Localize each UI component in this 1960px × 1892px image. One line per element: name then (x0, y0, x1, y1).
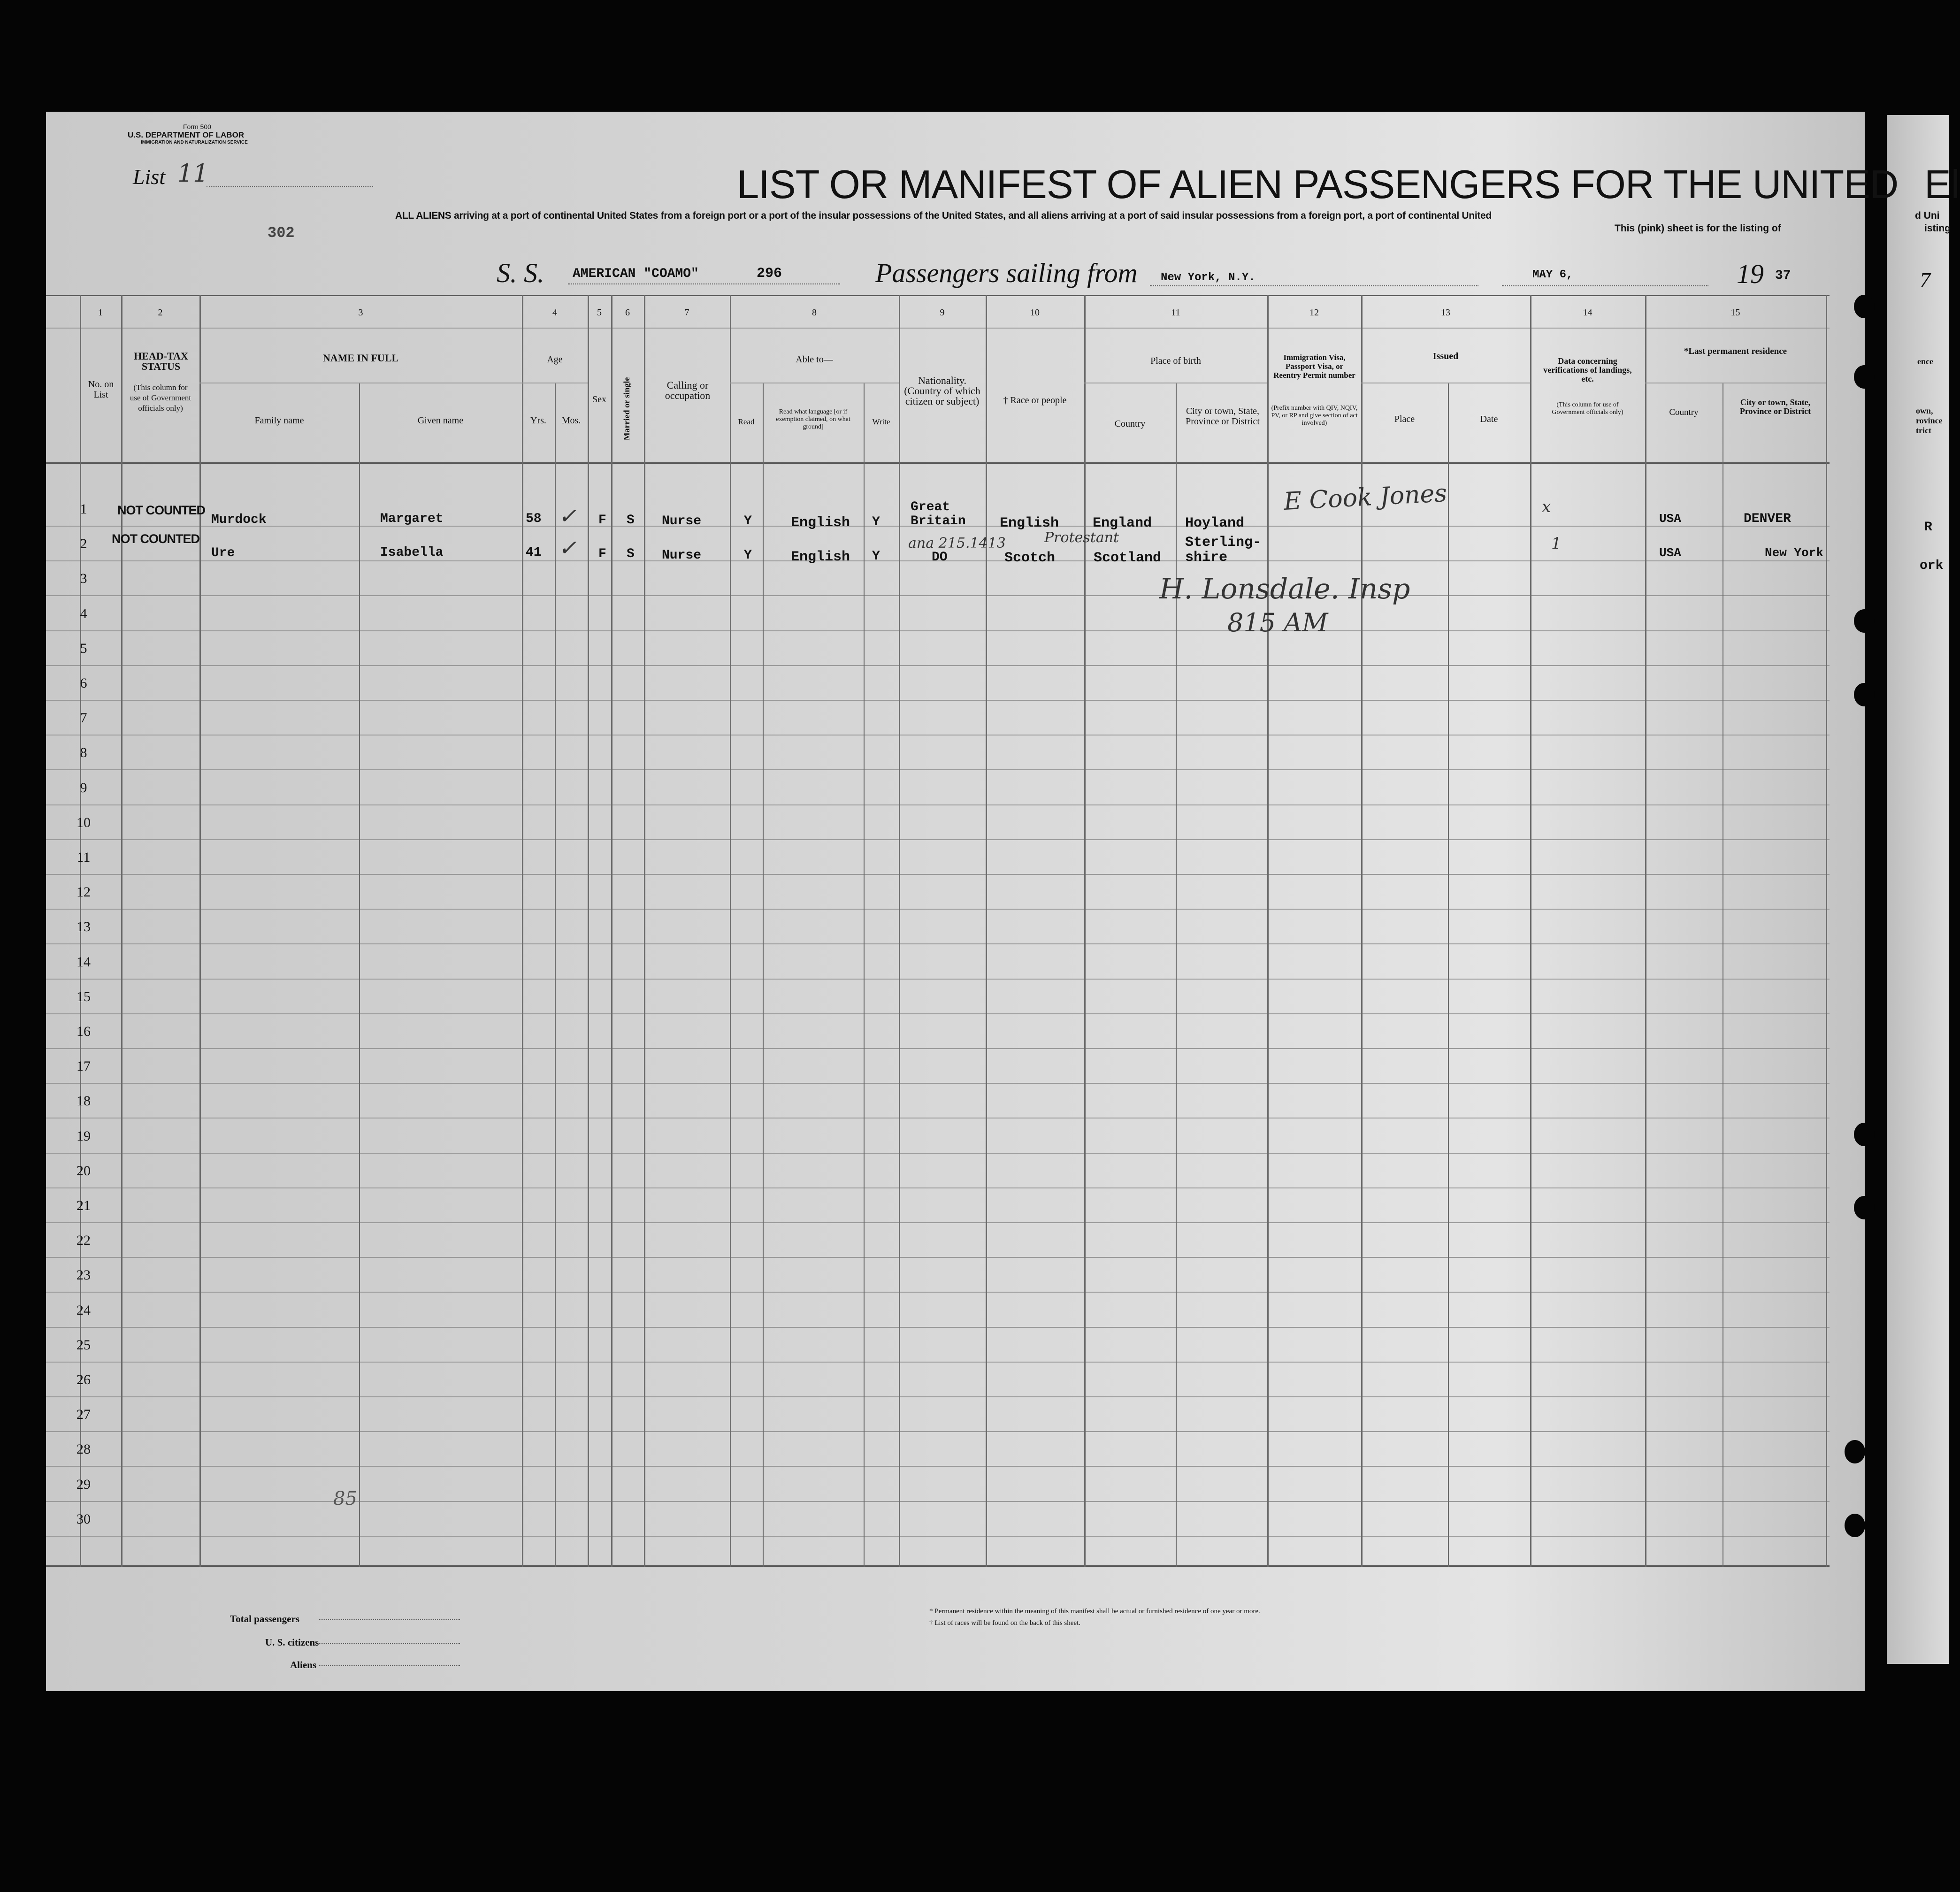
age-years: 58 (526, 512, 542, 526)
verification-mark: x (1542, 498, 1551, 516)
colnum-7: 7 (684, 307, 689, 318)
col-divider (1826, 295, 1827, 1567)
col-divider (1267, 295, 1269, 1567)
col-divider (611, 295, 612, 1567)
given-name: Isabella (380, 545, 444, 560)
can-read: Y (744, 548, 752, 563)
row-line (46, 769, 1830, 770)
row-number: 25 (77, 1337, 91, 1353)
year-suffix: 37 (1775, 268, 1791, 283)
ship-name: AMERICAN "COAMO" (573, 267, 699, 281)
next-page-fragment: ork (1920, 559, 1944, 573)
row-number: 22 (77, 1233, 91, 1249)
row-number: 2 (80, 536, 87, 552)
year-prefix: 19 (1737, 259, 1764, 289)
sex: F (598, 513, 606, 528)
row-number: 18 (77, 1093, 91, 1109)
next-page-fragment: d Uni (1915, 210, 1940, 221)
row-number: 23 (77, 1267, 91, 1283)
residence-city: DENVER (1744, 512, 1791, 526)
col-divider (522, 295, 523, 1567)
col-divider (644, 295, 645, 1567)
header-yrs: Yrs. (530, 415, 546, 426)
birth-country: Scotland (1094, 550, 1162, 566)
row-line (46, 943, 1830, 944)
row-line (46, 665, 1830, 666)
header-nationality: Nationality. (Country of which citizen or subject) (904, 375, 980, 407)
row-line (46, 804, 1830, 805)
row-line (46, 1013, 1830, 1014)
can-write: Y (872, 515, 880, 529)
age-years: 41 (526, 545, 542, 560)
row-number: 6 (80, 675, 87, 691)
row-line (46, 1501, 1830, 1502)
sailing-port: New York, N.Y. (1161, 271, 1256, 284)
next-page-title-fragment: El (1924, 162, 1960, 207)
colnum-3: 3 (358, 307, 363, 318)
header-res-city: City or town, State, Province or District (1739, 398, 1811, 416)
table-bottom-rule (46, 1565, 1830, 1567)
can-read: Y (744, 514, 752, 529)
manifest-sheet (46, 112, 1865, 1691)
handwritten-visa-signature: E Cook Jones (1283, 479, 1448, 516)
row-line (46, 1396, 1830, 1397)
occupation: Nurse (662, 548, 702, 563)
row-number: 30 (77, 1511, 91, 1527)
header-write: Write (872, 417, 890, 426)
punch-hole (1854, 295, 1875, 318)
row-number: 13 (77, 919, 91, 935)
punch-hole (1854, 365, 1875, 389)
row-line (46, 979, 1830, 980)
header-visa: Immigration Visa, Passport Visa, or Reentry Permit number (1273, 353, 1355, 380)
header-sex: Sex (592, 394, 606, 405)
marital-status: S (627, 547, 635, 561)
header-bottom-rule (46, 462, 1830, 464)
row-line (46, 1466, 1830, 1467)
row-number: 7 (80, 710, 87, 726)
header-family-name: Family name (254, 415, 304, 426)
header-calling: Calling or occupation (665, 379, 711, 401)
language: English (791, 549, 850, 565)
row-number: 27 (77, 1407, 91, 1423)
age-months-check: ✓ (559, 503, 577, 529)
punch-hole (1854, 1196, 1875, 1219)
birth-country: England (1093, 515, 1152, 531)
birth-city: Sterling-shire (1185, 535, 1262, 566)
residence-city: New York (1765, 546, 1823, 560)
row-line (46, 839, 1830, 840)
row-number: 24 (77, 1302, 91, 1318)
footnote-residence: * Permanent residence within the meaning of this manifest shall be actual or furnished residence of one year or more. (929, 1608, 1260, 1615)
handwritten-race-note: Protestant (1044, 529, 1119, 546)
row-number: 8 (80, 745, 87, 761)
ship-dotted-line (568, 283, 840, 284)
punch-hole (1854, 1123, 1875, 1146)
col-divider (730, 295, 731, 1567)
header-mos: Mos. (561, 415, 581, 426)
row-number: 21 (77, 1198, 91, 1213)
colnum-14: 14 (1583, 307, 1592, 318)
race: English (1000, 515, 1059, 531)
header-read-what: Read what language [or if exemption claimed, on what ground] (776, 408, 850, 430)
aliens-line (319, 1665, 460, 1666)
header-verifications: Data concerning verifications of landings, etc. (1543, 356, 1632, 383)
colnum-6: 6 (625, 307, 630, 318)
col-divider (199, 295, 201, 1567)
stamp-number: 302 (268, 224, 295, 242)
row-number: 29 (77, 1476, 91, 1492)
sailing-date: MAY 6, (1532, 268, 1573, 281)
row-number: 5 (80, 640, 87, 656)
punch-hole (1845, 1440, 1865, 1463)
manifest-subtitle-2: This (pink) sheet is for the listing of (1615, 223, 1781, 234)
punch-hole (1854, 683, 1875, 706)
colnum-9: 9 (940, 307, 945, 318)
port-dotted-line (1150, 285, 1478, 286)
header-race: † Race or people (1003, 395, 1067, 406)
nationality: Great Britain (911, 500, 966, 529)
col-divider (899, 295, 900, 1567)
handwritten-row30-note: 85 (333, 1488, 357, 1509)
next-sheet-edge (1887, 115, 1949, 1664)
colnum-4: 4 (552, 307, 557, 318)
footnote-races: † List of races will be found on the back of this sheet. (929, 1619, 1081, 1627)
head-tax-status: NOT COUNTED (117, 503, 205, 517)
voyage-number: 296 (757, 266, 782, 282)
occupation: Nurse (662, 514, 702, 529)
col-divider (359, 383, 360, 1567)
sex: F (598, 547, 606, 561)
family-name: Ure (211, 546, 235, 560)
colnum-8: 8 (812, 307, 817, 318)
header-birth-country: Country (1114, 419, 1146, 429)
punch-hole (1845, 1514, 1865, 1537)
header-given-name: Given name (417, 415, 464, 426)
row-line (46, 1257, 1830, 1258)
col-divider (986, 295, 987, 1567)
form-number: Form 500 (183, 123, 211, 130)
header-able-to: Able to— (796, 354, 833, 365)
col-divider (1084, 295, 1086, 1567)
row-number: 12 (77, 884, 91, 900)
colnum-13: 13 (1441, 307, 1450, 318)
header-place-of-birth: Place of birth (1150, 356, 1201, 366)
row-number: 19 (77, 1128, 91, 1144)
head-tax-status: NOT COUNTED (112, 532, 199, 546)
row-number: 20 (77, 1163, 91, 1179)
row-line (46, 595, 1830, 596)
next-page-fragment: 7 (1920, 268, 1930, 292)
list-number: 11 (177, 160, 209, 188)
row-line (46, 1153, 1830, 1154)
service-name: IMMIGRATION AND NATURALIZATION SERVICE (141, 140, 248, 145)
header-last-residence: *Last permanent residence (1684, 346, 1787, 356)
row-line (46, 1431, 1830, 1432)
row-number: 3 (80, 571, 87, 587)
given-name: Margaret (380, 512, 444, 526)
header-res-country: Country (1669, 407, 1699, 417)
row-number: 17 (77, 1058, 91, 1074)
row-number: 1 (80, 501, 87, 517)
total-passengers-label: Total passengers (230, 1613, 299, 1624)
col-divider (1645, 295, 1646, 1567)
colnum-15: 15 (1730, 307, 1740, 318)
header-no-on-list: No. on List (88, 379, 114, 400)
total-passengers-line (319, 1619, 460, 1620)
marital-status: S (627, 513, 635, 528)
list-label: List (133, 165, 166, 189)
colnum-1: 1 (98, 307, 103, 318)
handwritten-inspector-signature: H. Lonsdale. Insp (1159, 573, 1410, 605)
residence-country: USA (1659, 512, 1681, 526)
us-citizens-label: U. S. citizens (265, 1637, 319, 1648)
row-line (46, 1536, 1830, 1537)
col-divider (588, 295, 589, 1567)
col-divider (1530, 295, 1531, 1567)
col-divider (763, 383, 764, 1567)
row-number: 16 (77, 1024, 91, 1039)
next-page-fragment: isting (1924, 223, 1951, 234)
row-line (46, 1187, 1830, 1188)
header-married: Married or single (622, 377, 631, 441)
next-page-fragment: ence (1917, 357, 1933, 366)
date-dotted-line (1502, 285, 1708, 286)
header-issued: Issued (1432, 351, 1459, 361)
row-line (46, 909, 1830, 910)
manifest-subtitle-1: ALL ALIENS arriving at a port of continental United States from a foreign port or a port of the insular possessions of the United States, and all aliens arriving at a port of said insular possessions from a foreign port, a port of continental United (395, 210, 1492, 221)
col-divider (864, 383, 865, 1567)
punch-hole (1854, 609, 1875, 633)
row-line (46, 1292, 1830, 1293)
row-line (46, 1048, 1830, 1049)
row-line (46, 1083, 1830, 1084)
col-divider (555, 383, 556, 1567)
row-line (46, 1362, 1830, 1363)
col-divider (1176, 383, 1177, 1567)
aliens-label: Aliens (290, 1659, 317, 1670)
list-dotted-line (207, 186, 373, 187)
birth-city: Hoyland (1185, 515, 1245, 531)
row-number: 4 (80, 605, 87, 621)
handwritten-nationality-note: ana 215.1413 (908, 535, 1006, 552)
row-line (46, 1222, 1830, 1223)
race: Scotch (1004, 550, 1056, 566)
row-number: 9 (80, 780, 87, 796)
header-issued-place: Place (1394, 414, 1415, 424)
header-head-tax: HEAD-TAX STATUS (134, 350, 188, 372)
row-number: 10 (77, 814, 91, 830)
next-page-fragment: R (1924, 520, 1932, 535)
sailing-label: Passengers sailing from (875, 258, 1138, 288)
row-line (46, 630, 1830, 631)
row-line (46, 1327, 1830, 1328)
handwritten-time: 815 AM (1227, 608, 1328, 637)
nationality: DO (932, 550, 948, 565)
colnum-10: 10 (1030, 307, 1040, 318)
row-line (46, 700, 1830, 701)
colnum-2: 2 (158, 307, 163, 318)
row-number: 15 (77, 988, 91, 1004)
manifest-title: LIST OR MANIFEST OF ALIEN PASSENGERS FOR THE UNITED (737, 162, 1899, 207)
header-issued-date: Date (1480, 414, 1498, 424)
row-line (46, 874, 1830, 875)
colnum-5: 5 (597, 307, 602, 318)
col-divider (1448, 383, 1449, 1567)
colnum-11: 11 (1171, 307, 1180, 318)
header-age: Age (547, 354, 563, 365)
verification-mark: 1 (1551, 534, 1562, 553)
row-number: 11 (77, 850, 91, 865)
header-name-in-full: NAME IN FULL (322, 352, 399, 364)
ss-label: S. S. (497, 258, 544, 288)
table-top-rule (46, 295, 1830, 296)
column-number-rule (46, 328, 1830, 329)
header-visa-note: (Prefix number with QIV, NQIV, PV, or RP and give section of act involved) (1271, 405, 1358, 427)
colnum-12: 12 (1309, 307, 1319, 318)
col-divider (121, 295, 122, 1567)
age-months-check: ✓ (559, 535, 577, 560)
header-birth-city: City or town, State, Province or District (1186, 406, 1260, 427)
row-number: 14 (77, 954, 91, 970)
language: English (791, 515, 850, 531)
row-number: 26 (77, 1372, 91, 1387)
header-read: Read (738, 417, 755, 426)
residence-country: USA (1659, 546, 1681, 560)
next-page-fragment: own, rovince trict (1916, 406, 1943, 435)
can-write: Y (872, 549, 880, 564)
header-head-tax-note: (This column for use of Government officials only) (130, 383, 191, 413)
header-verifications-note: (This column for use of Government officials only) (1552, 401, 1623, 416)
dept-name: U.S. DEPARTMENT OF LABOR (128, 130, 245, 139)
us-citizens-line (319, 1643, 460, 1644)
row-number: 28 (77, 1441, 91, 1457)
family-name: Murdock (211, 513, 267, 527)
